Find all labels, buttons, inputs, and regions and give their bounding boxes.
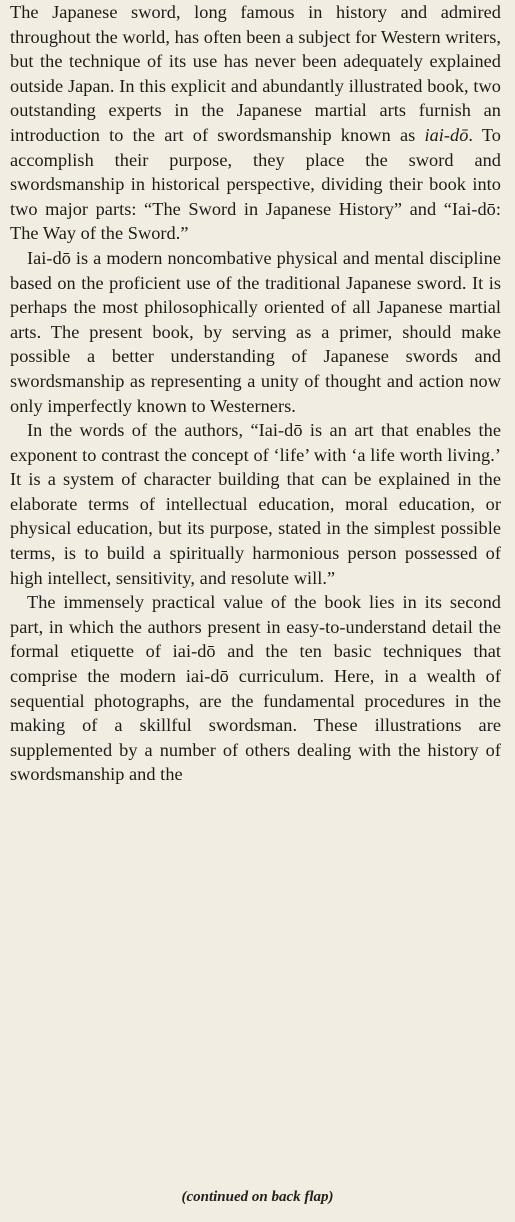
paragraph-discipline: Iai-dō is a modern noncombative physical and mental discipline based on the proficient use of the traditional Japanese sword. It is perhaps the most philosophically oriented of all Japanese martial arts. The present book, by serving as a primer, should make possible a better understanding of Japanese swords and swordsmanship as representing a unity of thought and action now only imperfectly known to Westerners. [10,247,501,416]
iai-do-term: iai-dō [424,124,469,145]
paragraph-intro-text-start: The Japanese sword, long famous in history and admired throughout the world, has often been a subject for Western writers, but the technique of its use has never been adequately explained outside Japan. In this explicit and abundantly illustrated book, two outstanding experts in the Japanese martial arts furnish an introduction to the art of swordsmanship known as [10,2,501,145]
paragraph-intro [10,0,501,246]
paragraph-authors-quote: In the words of the authors, “Iai-dō is an art that enables the exponent to contrast the concept of ‘life’ with ‘a life worth living.’ It is a system of character building that can be explained in the elaborate terms of intellectual education, moral education, or physical education, but its purpose, stated in the simplest possible terms, is to build a spiritually harmonious person possessed of high intellect, sensitivity, and resolute will.” [10,420,501,588]
flap-copy [10,0,501,787]
paragraph-practical-value: The immensely practical value of the book lies in its second part, in which the authors present in easy-to-understand detail the formal etiquette of iai-dō and the ten basic techniques that comprise the modern iai-dō curriculum. Here, in a wealth of sequential photographs, are the fundamental procedures in the making of a skillful swordsman. These illustrations are supplemented by a number of others dealing with the history of swordsmanship and the [10,592,501,785]
continued-note: (continued on back flap) [181,1189,334,1205]
paragraph-intro-text-end: . To accomplish their purpose, they place the sword and swordsmanship in historical perspective, dividing their book into two major parts: “The Sword in Japanese History” and “Iai-dō: The Way of the Sword.” [10,124,501,244]
